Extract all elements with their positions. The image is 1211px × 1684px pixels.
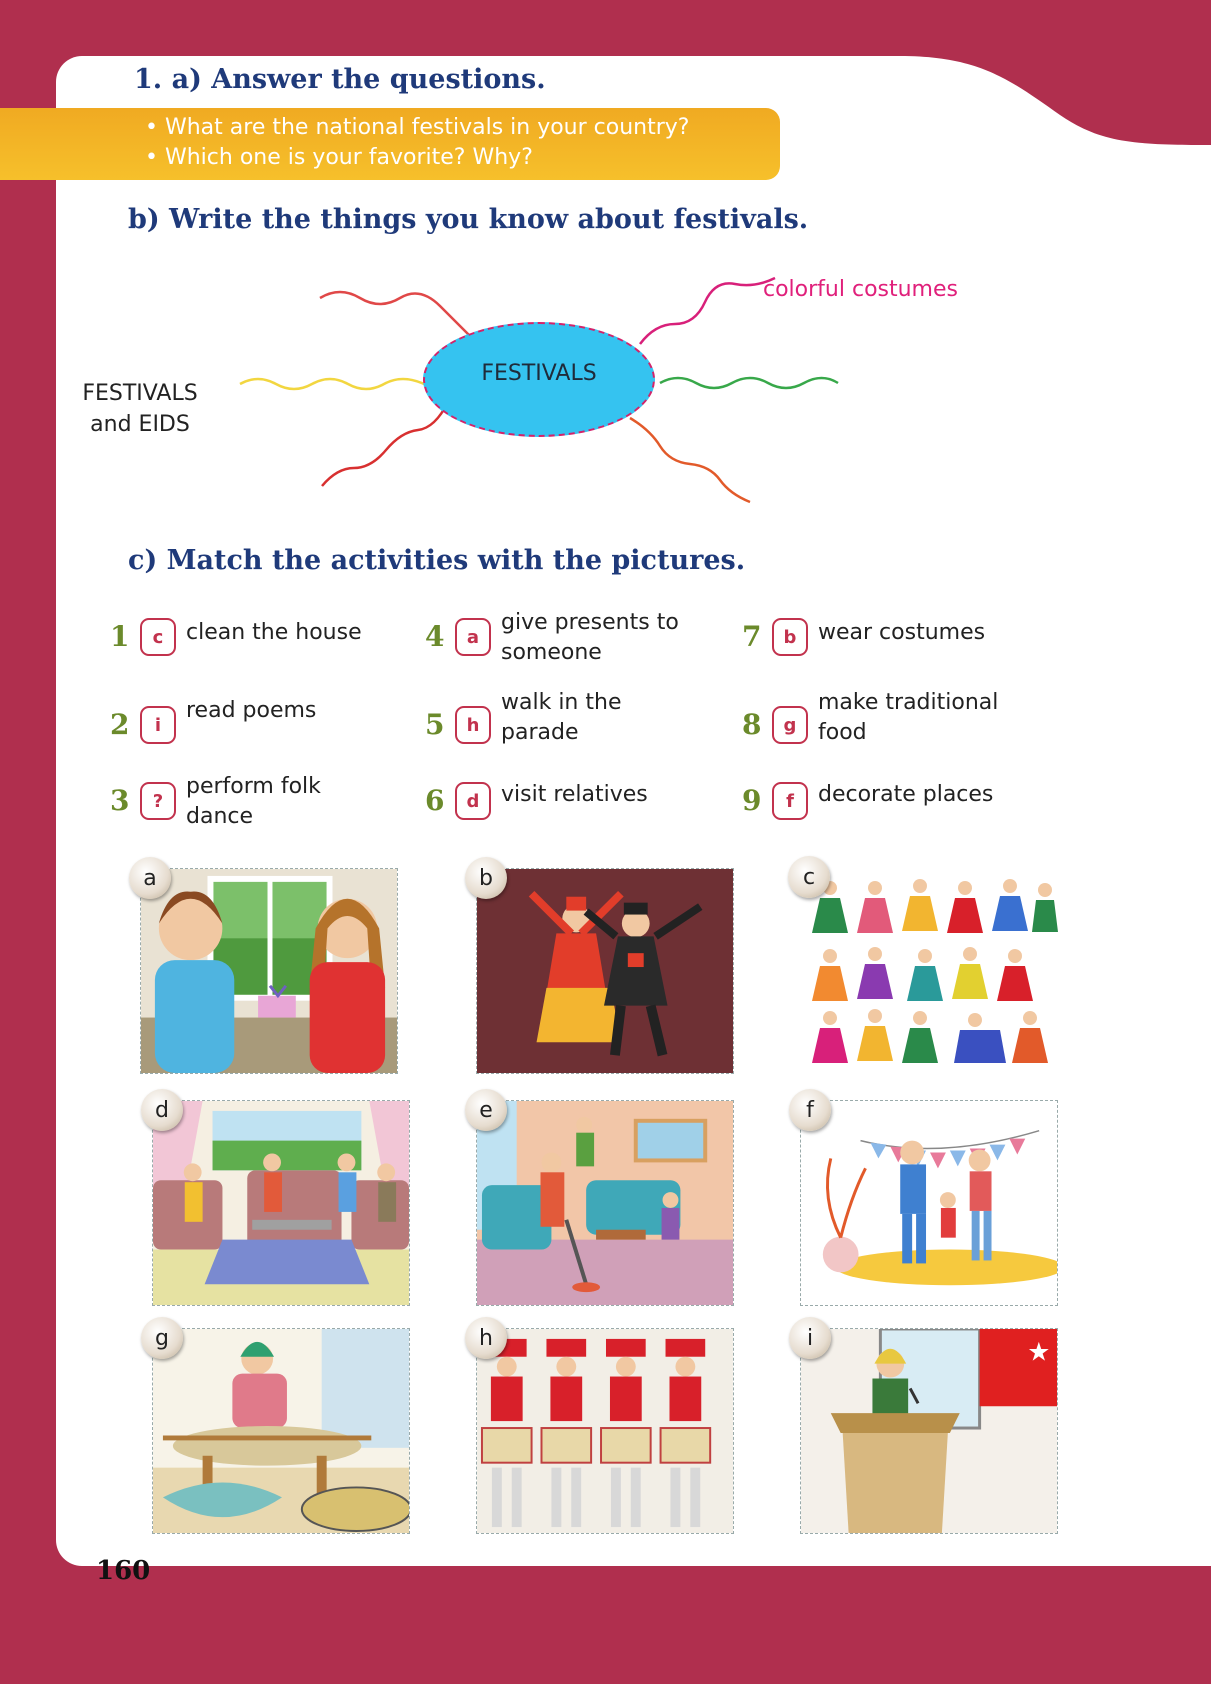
picture-c-folk-dancers xyxy=(800,864,1058,1074)
mind-map-center: FESTIVALS xyxy=(423,322,655,437)
picture-e-cleaning-house xyxy=(476,1097,734,1306)
activity-number: 2 xyxy=(110,708,130,741)
picture-b-folk-costumes xyxy=(476,865,734,1074)
activity-8 xyxy=(742,690,1018,748)
picture-label: a xyxy=(129,857,171,899)
question-1-text: What are the national festivals in your country? xyxy=(164,115,690,140)
activity-1 xyxy=(110,612,391,656)
activity-number: 5 xyxy=(425,708,445,741)
activity-text: walk in the parade xyxy=(501,690,622,745)
activity-text: perform folk dance xyxy=(186,774,321,829)
picture-label: h xyxy=(465,1317,507,1359)
mind-map-branch-left xyxy=(240,379,424,389)
picture-g-traditional-food xyxy=(152,1325,410,1534)
activity-text: read poems xyxy=(186,698,317,723)
picture-h-parade xyxy=(476,1325,734,1534)
activity-text: clean the house xyxy=(186,620,362,645)
picture-i-reading-poem xyxy=(800,1325,1058,1534)
activity-7 xyxy=(742,612,1023,656)
answer-box[interactable]: h xyxy=(455,706,491,744)
activity-number: 9 xyxy=(742,784,762,817)
picture-label: g xyxy=(141,1317,183,1359)
answer-box[interactable]: f xyxy=(772,782,808,820)
svg-text:★: ★ xyxy=(1027,1337,1051,1368)
picture-label: d xyxy=(141,1089,183,1131)
mind-map-branch-right xyxy=(660,378,838,388)
answer-box[interactable]: b xyxy=(772,618,808,656)
answer-box[interactable]: c xyxy=(140,618,176,656)
picture-label: f xyxy=(789,1089,831,1131)
answer-box[interactable]: a xyxy=(455,618,491,656)
picture-label: i xyxy=(789,1317,831,1359)
answer-box[interactable]: g xyxy=(772,706,808,744)
activity-text: visit relatives xyxy=(501,782,648,807)
mind-map-branch-top-left xyxy=(320,292,470,336)
activity-text: wear costumes xyxy=(818,620,986,645)
answer-box[interactable]: ? xyxy=(140,782,176,820)
question-1: • What are the national festivals in your country? xyxy=(145,115,690,140)
exercise-c-heading: c) Match the activities with the pictures. xyxy=(128,545,746,576)
answer-box[interactable]: i xyxy=(140,706,176,744)
activity-9 xyxy=(742,776,1023,820)
picture-label: c xyxy=(788,856,830,898)
activity-number: 8 xyxy=(742,708,762,741)
mind-map-side-label xyxy=(70,378,210,440)
activity-6 xyxy=(425,776,706,820)
activity-text: give presents to someone xyxy=(501,610,679,665)
answer-box[interactable]: d xyxy=(455,782,491,820)
mind-map-branch-bottom-right xyxy=(630,418,750,502)
mind-map-answer: colorful costumes xyxy=(763,277,958,302)
exercise-b-heading: b) Write the things you know about festivals. xyxy=(128,204,809,235)
side-label-line-2: and EIDS xyxy=(90,412,190,437)
picture-f-decorating xyxy=(800,1097,1058,1306)
side-label-line-1: FESTIVALS xyxy=(82,381,198,406)
activity-4 xyxy=(425,612,701,668)
mind-map-branch-top-right xyxy=(640,278,775,344)
mind-map-branch-bottom-left xyxy=(322,402,448,486)
activity-text: make traditional food xyxy=(818,690,999,745)
activity-number: 7 xyxy=(742,620,762,653)
picture-a-giving-present xyxy=(140,865,398,1074)
activity-number: 1 xyxy=(110,620,130,653)
activity-number: 6 xyxy=(425,784,445,817)
activity-number: 4 xyxy=(425,620,445,653)
activity-number: 3 xyxy=(110,784,130,817)
picture-d-visiting-relatives xyxy=(152,1097,410,1306)
question-2: • Which one is your favorite? Why? xyxy=(145,145,533,170)
page-number: 160 xyxy=(96,1556,151,1586)
picture-label: e xyxy=(465,1089,507,1131)
activity-5 xyxy=(425,690,631,748)
activity-3 xyxy=(110,776,346,832)
question-2-text: Which one is your favorite? Why? xyxy=(164,145,533,170)
picture-label: b xyxy=(465,857,507,899)
activity-text: decorate places xyxy=(818,782,994,807)
exercise-a-heading: 1. a) Answer the questions. xyxy=(134,64,546,95)
activity-2 xyxy=(110,700,391,744)
